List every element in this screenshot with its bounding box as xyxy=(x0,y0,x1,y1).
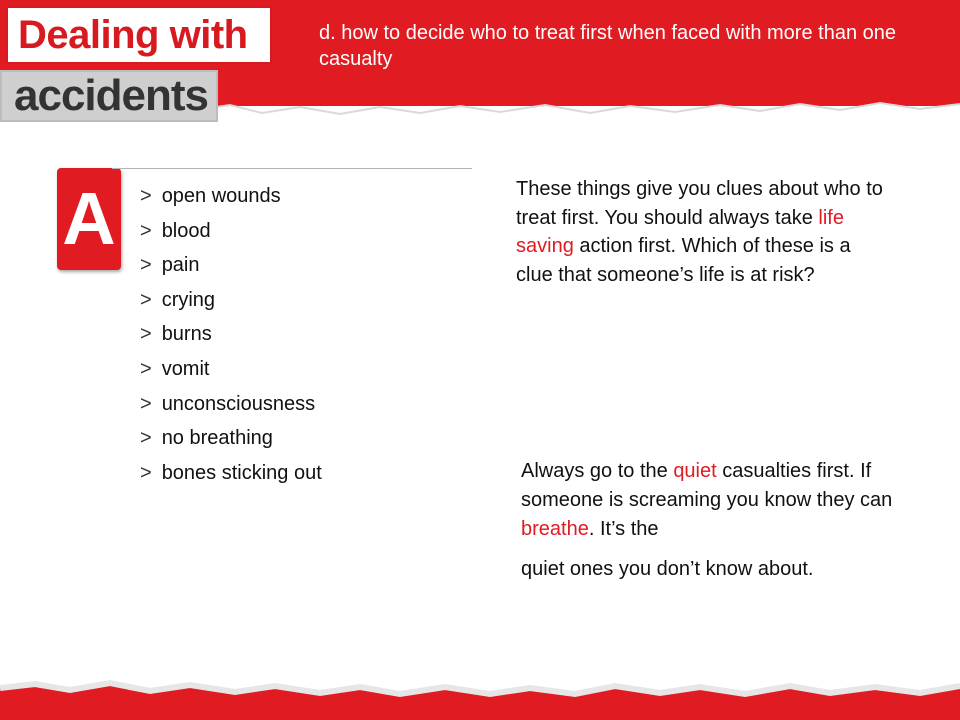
list-item xyxy=(140,354,322,389)
page-heading: d. how to decide who to treat first when faced with more than one casualty xyxy=(319,22,896,70)
badge-letter: A xyxy=(62,177,116,260)
clue-list xyxy=(140,181,322,492)
list-item xyxy=(140,216,322,251)
para1-text-end: action first. Which of these is a clue that someone’s life is at risk? xyxy=(516,235,851,286)
torn-paper-edge-bottom xyxy=(0,650,960,720)
list-item xyxy=(140,458,322,493)
para2-final-line: quiet ones you don’t know about. xyxy=(521,558,814,580)
section-a-badge xyxy=(57,168,121,270)
list-item xyxy=(140,319,322,354)
list-item xyxy=(140,389,322,424)
clues-explanation xyxy=(516,175,888,289)
logo-accidents: accidents xyxy=(0,70,218,122)
bullet-arrow-icon: > xyxy=(140,392,152,415)
bullet-arrow-icon: > xyxy=(140,427,152,450)
para1-highlight: life saving xyxy=(516,206,844,257)
list-item xyxy=(140,181,322,216)
list-item-text: pain xyxy=(161,254,200,277)
para1-text-start: These things give you clues about who to treat first. You should always take xyxy=(516,178,883,229)
list-item-text: no breathing xyxy=(161,427,273,450)
bullet-arrow-icon: > xyxy=(140,461,152,484)
list-item-text: unconsciousness xyxy=(161,392,316,415)
list-item-text: bones sticking out xyxy=(161,461,322,484)
bullet-arrow-icon: > xyxy=(140,357,152,380)
bullet-arrow-icon: > xyxy=(140,254,152,277)
bullet-arrow-icon: > xyxy=(140,219,152,242)
list-item-text: crying xyxy=(161,288,216,311)
quiet-casualties-advice xyxy=(521,457,893,584)
para2-text-start: Always go to the xyxy=(521,460,674,482)
bullet-arrow-icon: > xyxy=(140,185,152,207)
list-item xyxy=(140,285,322,320)
list-item-text: burns xyxy=(161,323,212,346)
para2-highlight-breathe: breathe xyxy=(521,518,589,540)
para2-highlight-quiet: quiet xyxy=(673,460,717,482)
list-item-text: open wounds xyxy=(161,185,281,207)
bullet-arrow-icon: > xyxy=(140,288,152,311)
para2-text-end: . It’s the xyxy=(588,518,659,540)
list-item xyxy=(140,423,322,458)
list-item xyxy=(140,250,322,285)
divider-rule xyxy=(112,168,472,169)
list-item-text: vomit xyxy=(161,357,210,380)
logo-dealing-with: Dealing with xyxy=(6,6,272,64)
bullet-arrow-icon: > xyxy=(140,323,152,346)
list-item-text: blood xyxy=(161,219,211,242)
para2-text-middle: casualties first. If someone is screaming you know they can xyxy=(521,460,893,511)
